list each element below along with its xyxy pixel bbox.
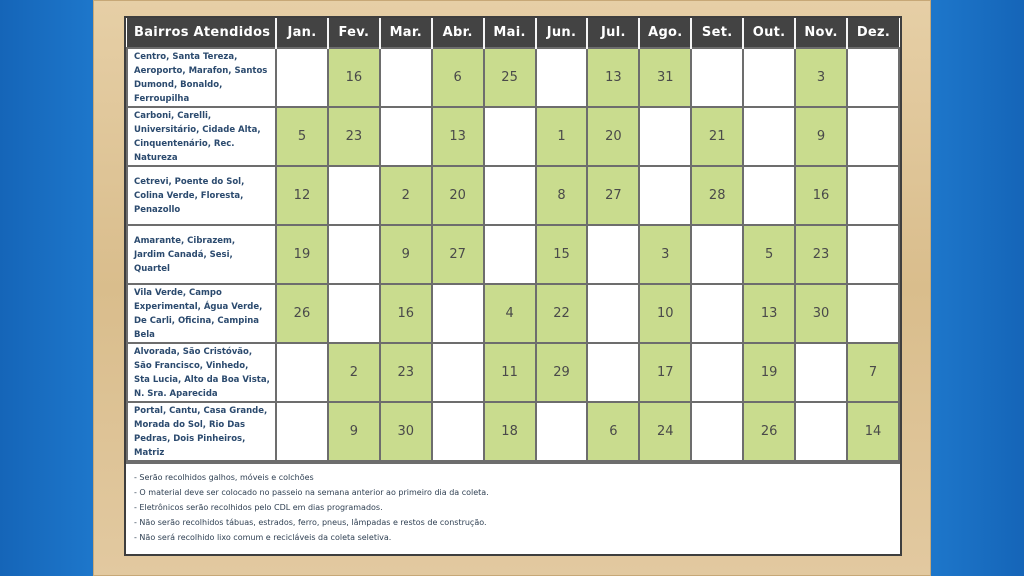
empty-cell <box>795 343 847 402</box>
collection-day-cell: 16 <box>328 48 380 107</box>
collection-day-cell: 27 <box>432 225 484 284</box>
empty-cell <box>691 225 743 284</box>
collection-day-cell: 10 <box>639 284 691 343</box>
empty-cell <box>743 48 795 107</box>
neighborhood-list: Portal, Cantu, Casa Grande, Morada do Sol, Rio Das Pedras, Dois Pinheiros, Matriz <box>127 402 276 461</box>
note-line: - O material deve ser colocado no passeio na semana anterior ao primeiro dia da coleta. <box>134 488 489 497</box>
empty-cell <box>639 166 691 225</box>
empty-cell <box>484 166 536 225</box>
empty-cell <box>691 402 743 461</box>
collection-day-cell: 30 <box>795 284 847 343</box>
collection-day-cell: 31 <box>639 48 691 107</box>
empty-cell <box>380 48 432 107</box>
header-month: Jun. <box>536 18 588 48</box>
empty-cell <box>328 284 380 343</box>
collection-day-cell: 9 <box>328 402 380 461</box>
empty-cell <box>432 402 484 461</box>
header-row <box>127 18 899 48</box>
empty-cell <box>380 107 432 166</box>
collection-day-cell: 5 <box>276 107 328 166</box>
neighborhood-list: Amarante, Cibrazem, Jardim Canadá, Sesi, Quartel <box>127 225 276 284</box>
collection-day-cell: 17 <box>639 343 691 402</box>
table-row <box>127 402 899 461</box>
empty-cell <box>743 107 795 166</box>
collection-day-cell: 25 <box>484 48 536 107</box>
header-month: Jan. <box>276 18 328 48</box>
collection-day-cell: 6 <box>587 402 639 461</box>
collection-day-cell: 27 <box>587 166 639 225</box>
collection-day-cell: 30 <box>380 402 432 461</box>
collection-day-cell: 2 <box>380 166 432 225</box>
collection-day-cell: 26 <box>276 284 328 343</box>
neighborhood-list: Cetrevi, Poente do Sol, Colina Verde, Floresta, Penazollo <box>127 166 276 225</box>
header-month: Ago. <box>639 18 691 48</box>
header-month: Set. <box>691 18 743 48</box>
collection-day-cell: 12 <box>276 166 328 225</box>
empty-cell <box>587 343 639 402</box>
collection-day-cell: 23 <box>328 107 380 166</box>
collection-calendar-table <box>126 18 900 462</box>
note-line: - Serão recolhidos galhos, móveis e colchões <box>134 473 314 482</box>
header-month: Jul. <box>587 18 639 48</box>
neighborhood-list: Vila Verde, Campo Experimental, Água Verde, De Carli, Oficina, Campina Bela <box>127 284 276 343</box>
table-row <box>127 166 899 225</box>
collection-day-cell: 15 <box>536 225 588 284</box>
collection-day-cell: 13 <box>743 284 795 343</box>
collection-day-cell: 13 <box>432 107 484 166</box>
background-right <box>924 0 1024 576</box>
empty-cell <box>484 107 536 166</box>
collection-day-cell: 5 <box>743 225 795 284</box>
collection-day-cell: 3 <box>795 48 847 107</box>
header-month: Fev. <box>328 18 380 48</box>
collection-day-cell: 23 <box>795 225 847 284</box>
empty-cell <box>691 284 743 343</box>
collection-day-cell: 18 <box>484 402 536 461</box>
collection-day-cell: 1 <box>536 107 588 166</box>
collection-day-cell: 20 <box>587 107 639 166</box>
empty-cell <box>795 402 847 461</box>
header-month: Mai. <box>484 18 536 48</box>
collection-day-cell: 9 <box>380 225 432 284</box>
empty-cell <box>847 166 899 225</box>
collection-day-cell: 28 <box>691 166 743 225</box>
header-month: Mar. <box>380 18 432 48</box>
empty-cell <box>432 343 484 402</box>
table-row <box>127 107 899 166</box>
collection-day-cell: 9 <box>795 107 847 166</box>
table-row <box>127 48 899 107</box>
neighborhood-list: Centro, Santa Tereza, Aeroporto, Marafon, Santos Dumond, Bonaldo, Ferroupilha <box>127 48 276 107</box>
table-row <box>127 284 899 343</box>
collection-day-cell: 2 <box>328 343 380 402</box>
background-left <box>0 0 100 576</box>
collection-day-cell: 29 <box>536 343 588 402</box>
collection-day-cell: 19 <box>743 343 795 402</box>
collection-day-cell: 26 <box>743 402 795 461</box>
table-row <box>127 225 899 284</box>
header-neighborhoods: Bairros Atendidos <box>127 18 276 48</box>
header-month: Out. <box>743 18 795 48</box>
collection-calendar-board <box>124 16 902 556</box>
empty-cell <box>847 48 899 107</box>
note-line: - Não serão recolhidos tábuas, estrados, ferro, pneus, lâmpadas e restos de construção. <box>134 518 487 527</box>
collection-day-cell: 13 <box>587 48 639 107</box>
header-month: Abr. <box>432 18 484 48</box>
header-month: Nov. <box>795 18 847 48</box>
notes-section <box>126 462 900 544</box>
empty-cell <box>847 107 899 166</box>
collection-day-cell: 3 <box>639 225 691 284</box>
empty-cell <box>587 225 639 284</box>
empty-cell <box>276 402 328 461</box>
empty-cell <box>484 225 536 284</box>
neighborhood-list: Carboni, Carelli, Universitário, Cidade Alta, Cinquentenário, Rec. Natureza <box>127 107 276 166</box>
empty-cell <box>847 225 899 284</box>
collection-day-cell: 6 <box>432 48 484 107</box>
collection-day-cell: 22 <box>536 284 588 343</box>
note-line: - Não será recolhido lixo comum e recicláveis da coleta seletiva. <box>134 533 392 542</box>
header-month: Dez. <box>847 18 899 48</box>
collection-day-cell: 16 <box>795 166 847 225</box>
empty-cell <box>587 284 639 343</box>
empty-cell <box>276 48 328 107</box>
empty-cell <box>639 107 691 166</box>
empty-cell <box>847 284 899 343</box>
empty-cell <box>536 48 588 107</box>
collection-day-cell: 7 <box>847 343 899 402</box>
collection-day-cell: 23 <box>380 343 432 402</box>
empty-cell <box>743 166 795 225</box>
empty-cell <box>691 48 743 107</box>
empty-cell <box>691 343 743 402</box>
neighborhood-list: Alvorada, São Cristóvão, São Francisco, Vinhedo, Sta Lucia, Alto da Boa Vista, N. Sra. Aparecida <box>127 343 276 402</box>
collection-day-cell: 24 <box>639 402 691 461</box>
collection-day-cell: 21 <box>691 107 743 166</box>
empty-cell <box>276 343 328 402</box>
collection-day-cell: 19 <box>276 225 328 284</box>
table-row <box>127 343 899 402</box>
note-line: - Eletrônicos serão recolhidos pelo CDL em dias programados. <box>134 503 383 512</box>
empty-cell <box>432 284 484 343</box>
collection-day-cell: 4 <box>484 284 536 343</box>
collection-day-cell: 16 <box>380 284 432 343</box>
collection-day-cell: 14 <box>847 402 899 461</box>
empty-cell <box>536 402 588 461</box>
empty-cell <box>328 166 380 225</box>
empty-cell <box>328 225 380 284</box>
collection-day-cell: 8 <box>536 166 588 225</box>
collection-day-cell: 20 <box>432 166 484 225</box>
collection-day-cell: 11 <box>484 343 536 402</box>
